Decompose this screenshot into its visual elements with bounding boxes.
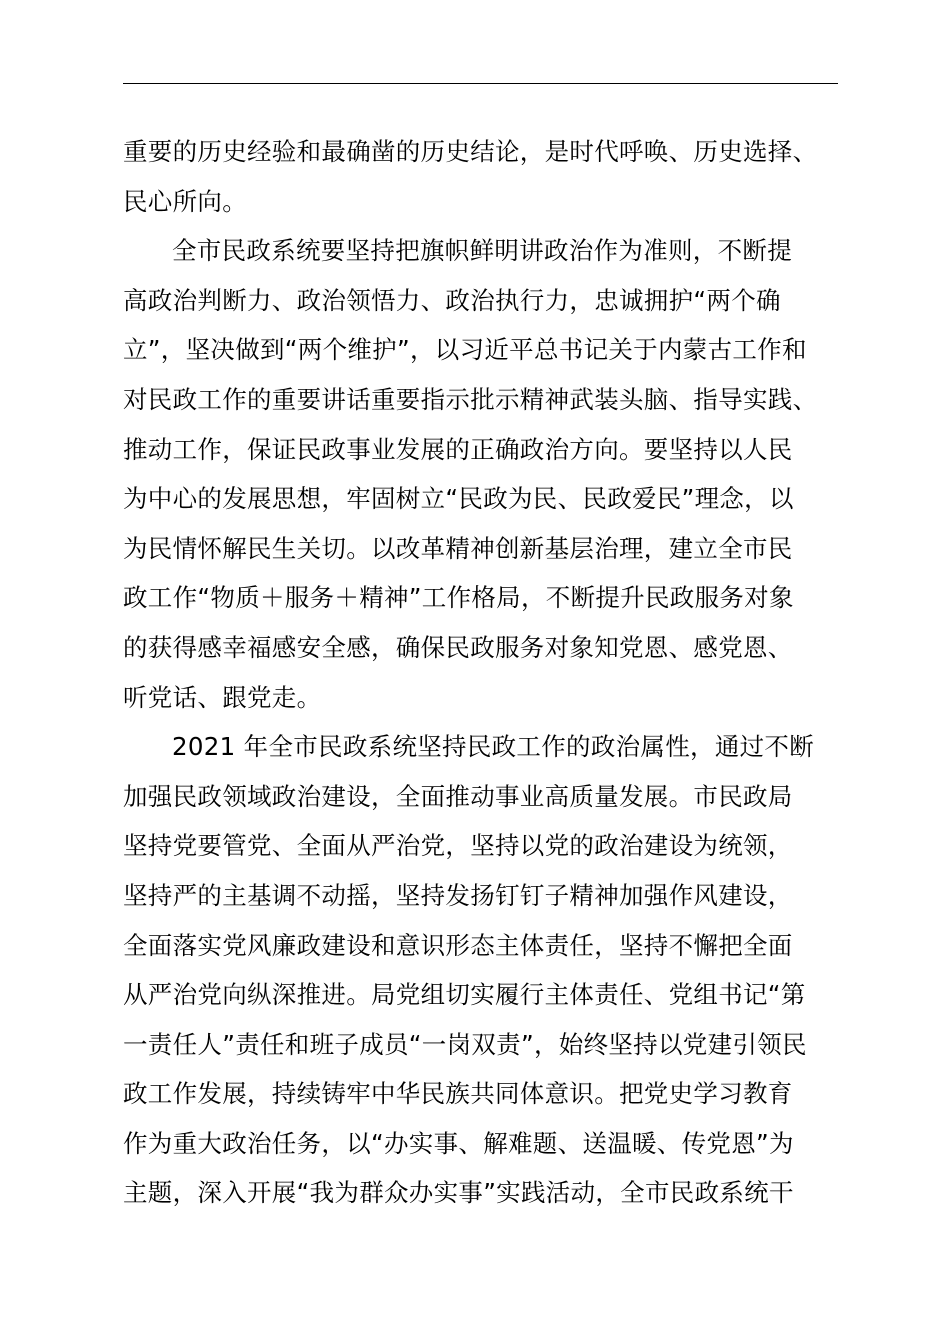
text-line: 的获得感幸福感安全感，确保民政服务对象知党恩、感党恩、: [123, 632, 793, 662]
text-line: 政工作发展，持续铸牢中华民族共同体意识。把党史学习教育: [123, 1079, 793, 1109]
header-rule: [123, 83, 838, 84]
text-line: 2021 年全市民政系统坚持民政工作的政治属性，通过不断: [172, 732, 815, 762]
text-line: 对民政工作的重要讲话重要指示批示精神武装头脑、指导实践、: [123, 384, 818, 414]
text-line: 立”，坚决做到“两个维护”，以习近平总书记关于内蒙古工作和: [123, 335, 807, 365]
text-line: 重要的历史经验和最确凿的历史结论，是时代呼唤、历史选择、: [123, 137, 818, 166]
text-line: 加强民政领域政治建设，全面推动事业高质量发展。市民政局: [123, 781, 793, 811]
text-line: 从严治党向纵深推进。局党组切实履行主体责任、党组书记“第: [123, 980, 806, 1010]
text-line: 坚持严的主基调不动摇，坚持发扬钉钉子精神加强作风建设，: [123, 880, 793, 910]
body-text: [123, 127, 843, 1218]
text-line: 民心所向。: [123, 186, 247, 216]
text-line: 为民情怀解民生关切。以改革精神创新基层治理，建立全市民: [123, 533, 793, 563]
text-line: 政工作“物质＋服务＋精神”工作格局，不断提升民政服务对象: [123, 583, 794, 613]
text-line: 高政治判断力、政治领悟力、政治执行力，忠诚拥护“两个确: [123, 285, 781, 315]
text-line: 全面落实党风廉政建设和意识形态主体责任，坚持不懈把全面: [123, 930, 793, 960]
text-line: 听党话、跟党走。: [123, 682, 322, 712]
text-line: 坚持党要管党、全面从严治党，坚持以党的政治建设为统领，: [123, 831, 793, 861]
text-line: 一责任人”责任和班子成员“一岗双责”，始终坚持以党建引领民: [123, 1029, 807, 1059]
text-line: 全市民政系统要坚持把旗帜鲜明讲政治作为准则，不断提: [172, 236, 792, 266]
text-line: 推动工作，保证民政事业发展的正确政治方向。要坚持以人民: [123, 434, 793, 464]
text-line: 主题，深入开展“我为群众办实事”实践活动，全市民政系统干: [123, 1178, 794, 1208]
text-line: 作为重大政治任务，以“办实事、解难题、送温暖、传党恩”为: [123, 1128, 794, 1158]
text-line: 为中心的发展思想，牢固树立“民政为民、民政爱民”理念，以: [123, 484, 794, 514]
